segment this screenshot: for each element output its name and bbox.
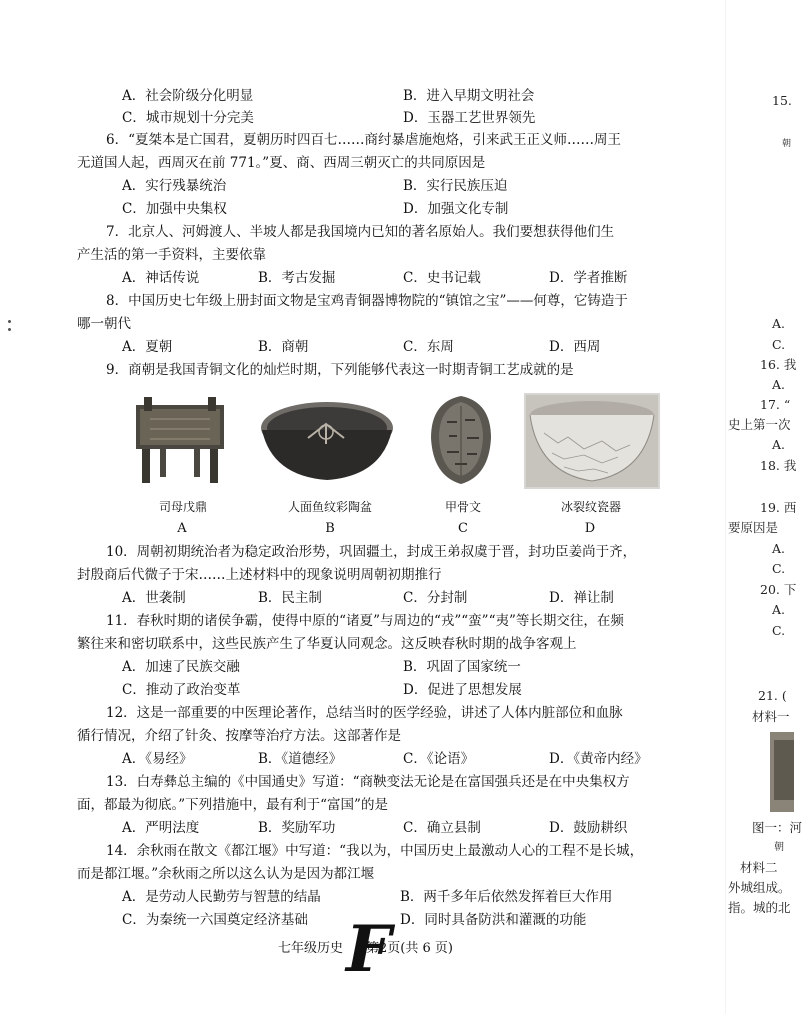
right-edge-text: 17. “ <box>760 397 791 412</box>
q13-stem-line1: 13．白寿彝总主编的《中国通史》写道：“商鞅变法无论是在富国强兵还是在中央集权方 <box>106 774 630 790</box>
q9-caption-d: 冰裂纹瓷器 <box>560 500 621 514</box>
right-edge-text: 要原因是 <box>728 520 779 535</box>
oracle-bone-image <box>425 392 497 488</box>
q8-stem-line2: 哪一朝代 <box>77 316 131 332</box>
footer-page-number: 第2页(共 6 页) <box>366 941 453 956</box>
right-edge-text: A. <box>772 437 786 452</box>
q13-stem-line2: 面，都最为彻底。”下列措施中，最有利于“富国”的是 <box>77 797 388 813</box>
right-edge-text: 外城组成。 <box>728 880 791 895</box>
q6-stem-line1: 6．“夏桀本是亡国君，夏朝历时四百七……商纣暴虐施炮烙，引来武王正义师……周王 <box>106 132 621 148</box>
page-gutter <box>725 0 726 1014</box>
q7-stem-line2: 产生活的第一手资料，主要依靠 <box>77 247 266 263</box>
q8-option-c: C．东周 <box>403 339 454 355</box>
q7-option-b: B．考古发掘 <box>258 270 336 286</box>
q6-option-b: B．实行民族压迫 <box>403 178 508 194</box>
q12-option-b: B．《道德经》 <box>258 751 343 767</box>
q11-stem-line2: 繁往来和密切联系中，这些民族产生了华夏认同观念。这反映春秋时期的战争客观上 <box>77 636 577 652</box>
right-edge-text: 指。城的北 <box>728 900 791 915</box>
right-edge-text: 材料二 <box>740 860 778 875</box>
q13-option-d: D．鼓励耕织 <box>549 820 628 836</box>
q7-option-a: A．神话传说 <box>122 270 200 286</box>
right-edge-text: 15. <box>772 93 792 108</box>
q12-stem-line1: 12．这是一部重要的中医理论著作，总结当时的医学经验，讲述了人体内脏部位和血脉 <box>106 705 623 721</box>
q11-option-a: A．加速了民族交融 <box>122 659 240 675</box>
paper-version-mark: F <box>346 912 390 987</box>
q5-option-c: C．城市规划十分完美 <box>122 110 254 126</box>
q11-option-b: B．巩固了国家统一 <box>403 659 521 675</box>
right-edge-text: 18. 我 <box>760 458 797 473</box>
right-edge-text: 19. 西 <box>760 500 797 515</box>
q9-letter-c: C <box>458 521 468 536</box>
right-edge-text: A. <box>772 377 786 392</box>
q9-letter-a: A <box>177 521 187 536</box>
q8-option-d: D．西周 <box>549 339 601 355</box>
q8-option-a: A．夏朝 <box>122 339 173 355</box>
q10-option-a: A．世袭制 <box>122 590 186 606</box>
q7-stem-line1: 7．北京人、河姆渡人、半坡人都是我国境内已知的著名原始人。我们要想获得他们生 <box>106 224 615 240</box>
right-edge-text: C. <box>772 561 786 576</box>
simuwu-ding-image <box>130 395 230 487</box>
q7-option-c: C．史书记载 <box>403 270 481 286</box>
right-edge-text: A. <box>772 602 786 617</box>
q6-option-a: A．实行残暴统治 <box>122 178 227 194</box>
right-edge-text: 图一：河 <box>752 820 802 835</box>
right-edge-artifact-image <box>770 732 794 812</box>
q14-option-a: A．是劳动人民勤劳与智慧的结晶 <box>122 889 321 905</box>
q9-caption-c: 甲骨文 <box>444 500 481 514</box>
fish-basin-image <box>258 398 396 484</box>
right-edge-text: 朝 <box>774 842 784 853</box>
q9-letter-b: B <box>325 521 335 536</box>
q14-option-c: C．为秦统一六国奠定经济基础 <box>122 912 308 928</box>
q9-caption-a: 司母戊鼎 <box>158 500 207 514</box>
q13-option-b: B．奖励军功 <box>258 820 336 836</box>
crackle-porcelain-image <box>524 393 660 489</box>
q13-option-a: A．严明法度 <box>122 820 200 836</box>
q9-letter-d: D <box>584 521 596 536</box>
q12-option-a: A．《易经》 <box>122 751 193 767</box>
q8-stem-line1: 8．中国历史七年级上册封面文物是宝鸡青铜器博物院的“镇馆之宝”——何尊，它铸造于 <box>106 293 628 309</box>
right-edge-text: 材料一 <box>752 709 790 724</box>
right-edge-text: 朝 <box>782 139 792 149</box>
q12-option-c: C．《论语》 <box>403 751 475 767</box>
right-edge-text: 16. 我 <box>760 357 797 372</box>
q10-stem-line2: 封殷商后代微子于宋……上述材料中的现象说明周朝初期推行 <box>77 567 442 583</box>
q5-option-d: D．玉器工艺世界领先 <box>403 110 536 126</box>
q10-option-d: D．禅让制 <box>549 590 614 606</box>
q5-option-a: A．社会阶级分化明显 <box>122 88 254 104</box>
q12-option-d: D．《黄帝内经》 <box>549 751 648 767</box>
q11-stem-line1: 11．春秋时期的诸侯争霸，使得中原的“诸夏”与周边的“戎”“蛮”“夷”等长期交往，在频 <box>106 613 624 629</box>
q6-stem-line2: 无道国人起，西周灭在前 771。”夏、商、西周三朝灭亡的共同原因是 <box>77 155 486 171</box>
q10-option-c: C．分封制 <box>403 590 468 606</box>
q14-stem-line1: 14．余秋雨在散文《都江堰》中写道：“我以为，中国历史上最激动人心的工程不是长城， <box>106 843 644 859</box>
footer-subject: 七年级历史 <box>278 941 344 956</box>
q10-option-b: B．民主制 <box>258 590 322 606</box>
q11-option-c: C．推动了政治变革 <box>122 682 241 698</box>
q6-option-d: D．加强文化专制 <box>403 201 509 217</box>
q14-option-b: B．两千多年后依然发挥着巨大作用 <box>400 889 613 905</box>
q9-caption-b: 人面鱼纹彩陶盆 <box>287 500 372 514</box>
binding-mark <box>8 320 11 323</box>
q9-stem: 9．商朝是我国青铜文化的灿烂时期，下列能够代表这一时期青铜工艺成就的是 <box>106 362 574 378</box>
right-edge-text: C. <box>772 337 786 352</box>
right-edge-text: C. <box>772 623 786 638</box>
right-edge-text: A. <box>772 541 786 556</box>
binding-mark <box>8 328 11 331</box>
q8-option-b: B．商朝 <box>258 339 309 355</box>
right-edge-text: 20. 下 <box>760 582 797 597</box>
q14-option-d: D．同时具备防洪和灌溉的功能 <box>400 912 587 928</box>
right-edge-text: 史上第一次 <box>728 417 791 432</box>
right-edge-text: 21. ( <box>758 688 787 703</box>
q11-option-d: D．促进了思想发展 <box>403 682 522 698</box>
q6-option-c: C．加强中央集权 <box>122 201 227 217</box>
q10-stem-line1: 10．周朝初期统治者为稳定政治形势，巩固疆土，封成王弟叔虞于晋，封功臣姜尚于齐， <box>106 544 637 560</box>
q12-stem-line2: 循行情况，介绍了针灸、按摩等治疗方法。这部著作是 <box>77 728 401 744</box>
q7-option-d: D．学者推断 <box>549 270 628 286</box>
q5-option-b: B．进入早期文明社会 <box>403 88 535 104</box>
right-edge-text: A. <box>772 316 786 331</box>
q13-option-c: C．确立县制 <box>403 820 481 836</box>
q14-stem-line2: 而是都江堰。”余秋雨之所以这么认为是因为都江堰 <box>77 866 375 882</box>
